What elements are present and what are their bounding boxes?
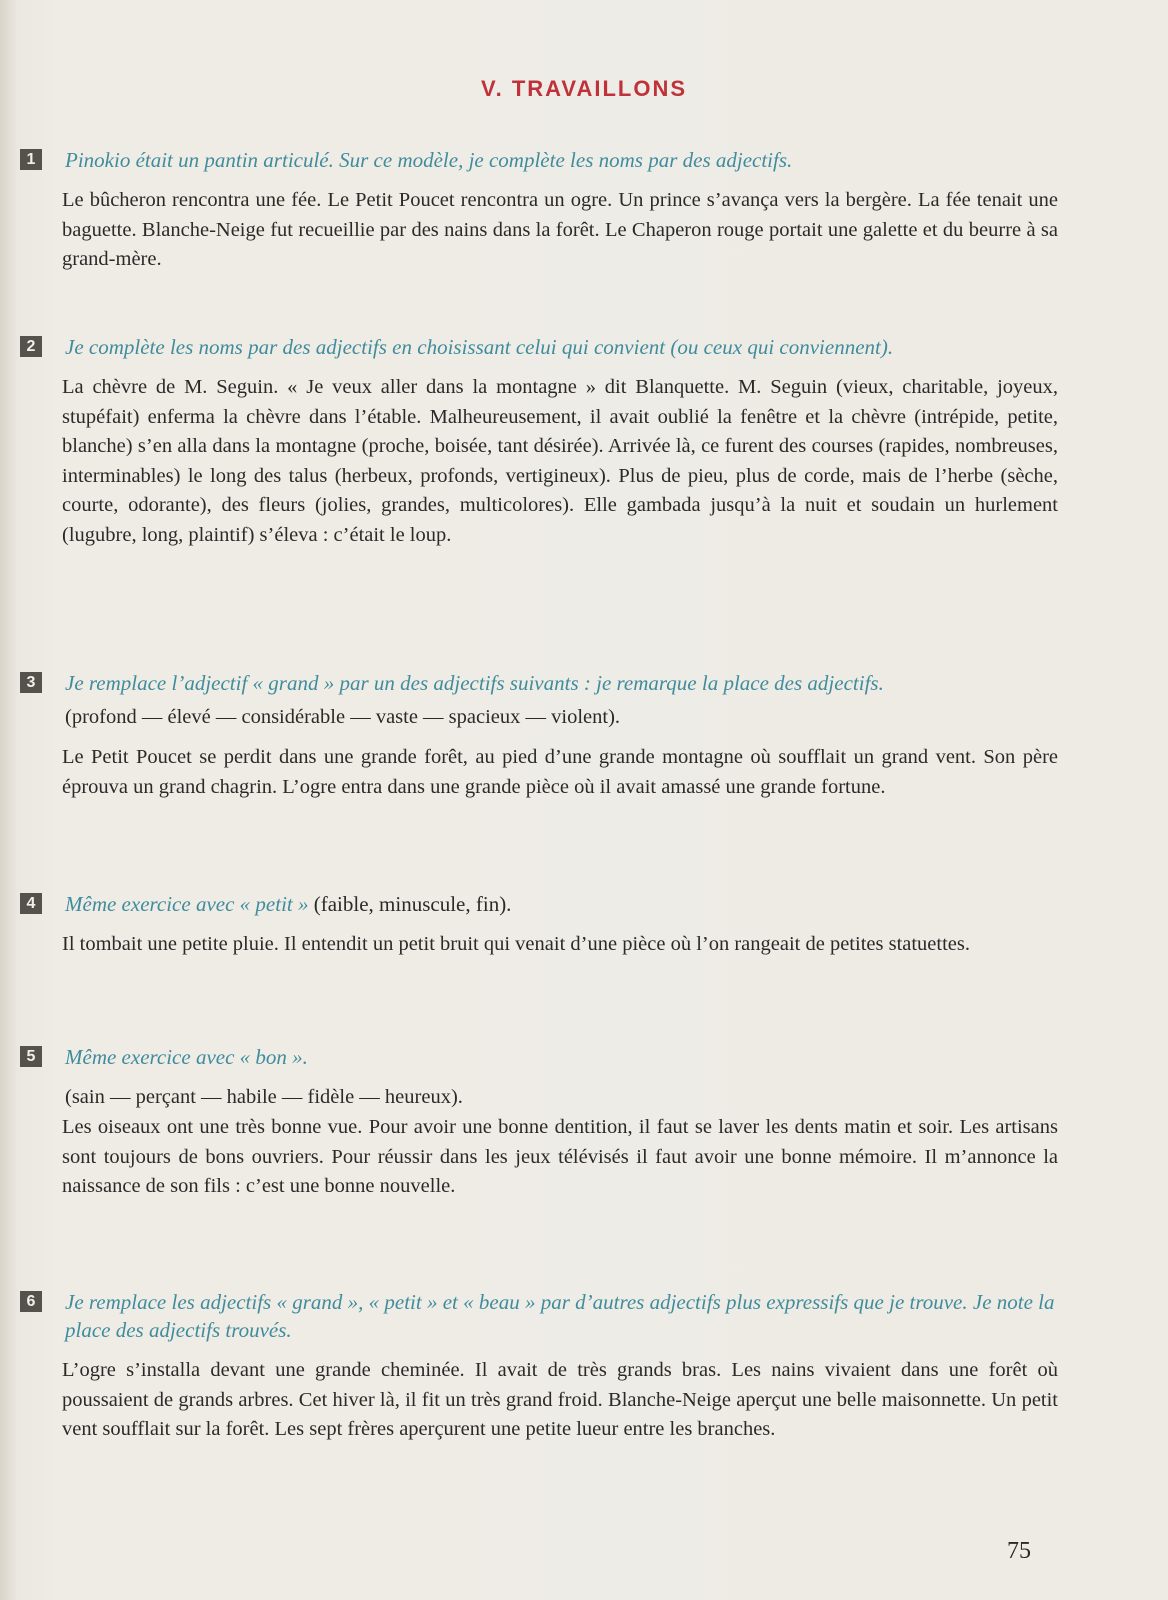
exercise-6 <box>20 1288 1058 1445</box>
exercise-text: Les oiseaux ont une très bonne vue. Pour avoir une bonne dentition, il faut se laver les dents matin et soir. Les artisans sont toujours de bons ouvriers. Pour réussir dans les jeux télévisés il faut avoir une bonne mémoire. Il m’annonce la naissance de son fils : c’est une bonne nouvelle. <box>62 1116 1058 1197</box>
exercise-instruction: Même exercice avec « bon ». <box>65 1045 308 1069</box>
exercise-2 <box>20 333 1058 550</box>
exercise-5 <box>20 1043 1058 1202</box>
word-choices: (profond — élevé — considérable — vaste — spacieux — violent). <box>65 706 621 728</box>
exercise-number: 2 <box>20 336 42 357</box>
exercise-text: L’ogre s’installa devant une grande cheminée. Il avait de très grands bras. Les nains vivaient dans une forêt où poussaient de grands arbres. Cet hiver là, il fit un très grand froid. Blanche-Neige aperçut une belle maisonnette. Un petit vent soufflait sur la forêt. Les sept frères aperçurent une petite lueur entre les branches. <box>62 1359 1058 1440</box>
word-choices: (sain — perçant — habile — fidèle — heureux). <box>65 1086 463 1108</box>
exercise-number: 5 <box>20 1046 42 1067</box>
exercise-number: 4 <box>20 893 42 914</box>
exercise-text: La chèvre de M. Seguin. « Je veux aller dans la montagne » dit Blanquette. M. Seguin (vieux, charitable, joyeux, stupéfait) enferma la chèvre dans l’étable. Malheureusement, il avait oublié la fenêtre et la chèvre (intrépide, petite, blanche) s’en alla dans la montagne (proche, boisée, tant désirée). Arrivée là, ce furent des courses (rapides, nombreuses, interminables) le long des talus (herbeux, profonds, vertigineux). Plus de pieu, plus de corde, mais de l’herbe (sèche, courte, odorante), des fleurs (jolies, grandes, multicolores). Elle gambada jusqu’à la nuit et soudain un hurlement (lugubre, long, plaintif) s’éleva : c’était le loup. <box>62 376 1058 546</box>
exercise-number: 3 <box>20 672 42 693</box>
exercise-instruction <box>65 890 1058 918</box>
exercise-text: Le bûcheron rencontra une fée. Le Petit Poucet rencontra un ogre. Un prince s’avança vers la bergère. La fée tenait une baguette. Blanche-Neige fut recueillie par des nains dans la forêt. Le Chaperon rouge portait une galette et du beurre à sa grand-mère. <box>62 189 1058 270</box>
exercise-instruction: Pinokio était un pantin articulé. Sur ce modèle, je complète les noms par des adjectifs. <box>65 148 793 172</box>
exercise-instruction: Je remplace les adjectifs « grand », « petit » et « beau » par d’autres adjectifs plus expressifs que je trouve. Je note la place des adjectifs trouvés. <box>65 1290 1055 1342</box>
exercise-text: Le Petit Poucet se perdit dans une grande forêt, au pied d’une grande montagne où soufflait un grand vent. Son père éprouva un grand chagrin. L’ogre entra dans une grande pièce où il avait amassé une grande fortune. <box>62 746 1058 798</box>
exercise-text: Il tombait une petite pluie. Il entendit un petit bruit qui venait d’une pièce où l’on rangeait de petites statuettes. <box>62 933 970 955</box>
exercise-number: 6 <box>20 1291 42 1312</box>
word-choices: (faible, minuscule, fin). <box>313 892 512 916</box>
section-title: V. TRAVAILLONS <box>480 76 688 101</box>
page-number: 75 <box>1007 1538 1031 1564</box>
exercise-4 <box>20 890 1058 960</box>
exercise-3 <box>20 669 1058 802</box>
exercise-instruction: Je remplace l’adjectif « grand » par un des adjectifs suivants : je remarque la place des adjectifs. <box>65 671 884 695</box>
exercise-1 <box>20 146 1058 275</box>
exercise-instruction: Je complète les noms par des adjectifs en choisissant celui qui convient (ou ceux qui conviennent). <box>65 335 894 359</box>
instruction-text: Même exercice avec « petit » <box>65 892 309 916</box>
exercise-number: 1 <box>20 149 42 170</box>
